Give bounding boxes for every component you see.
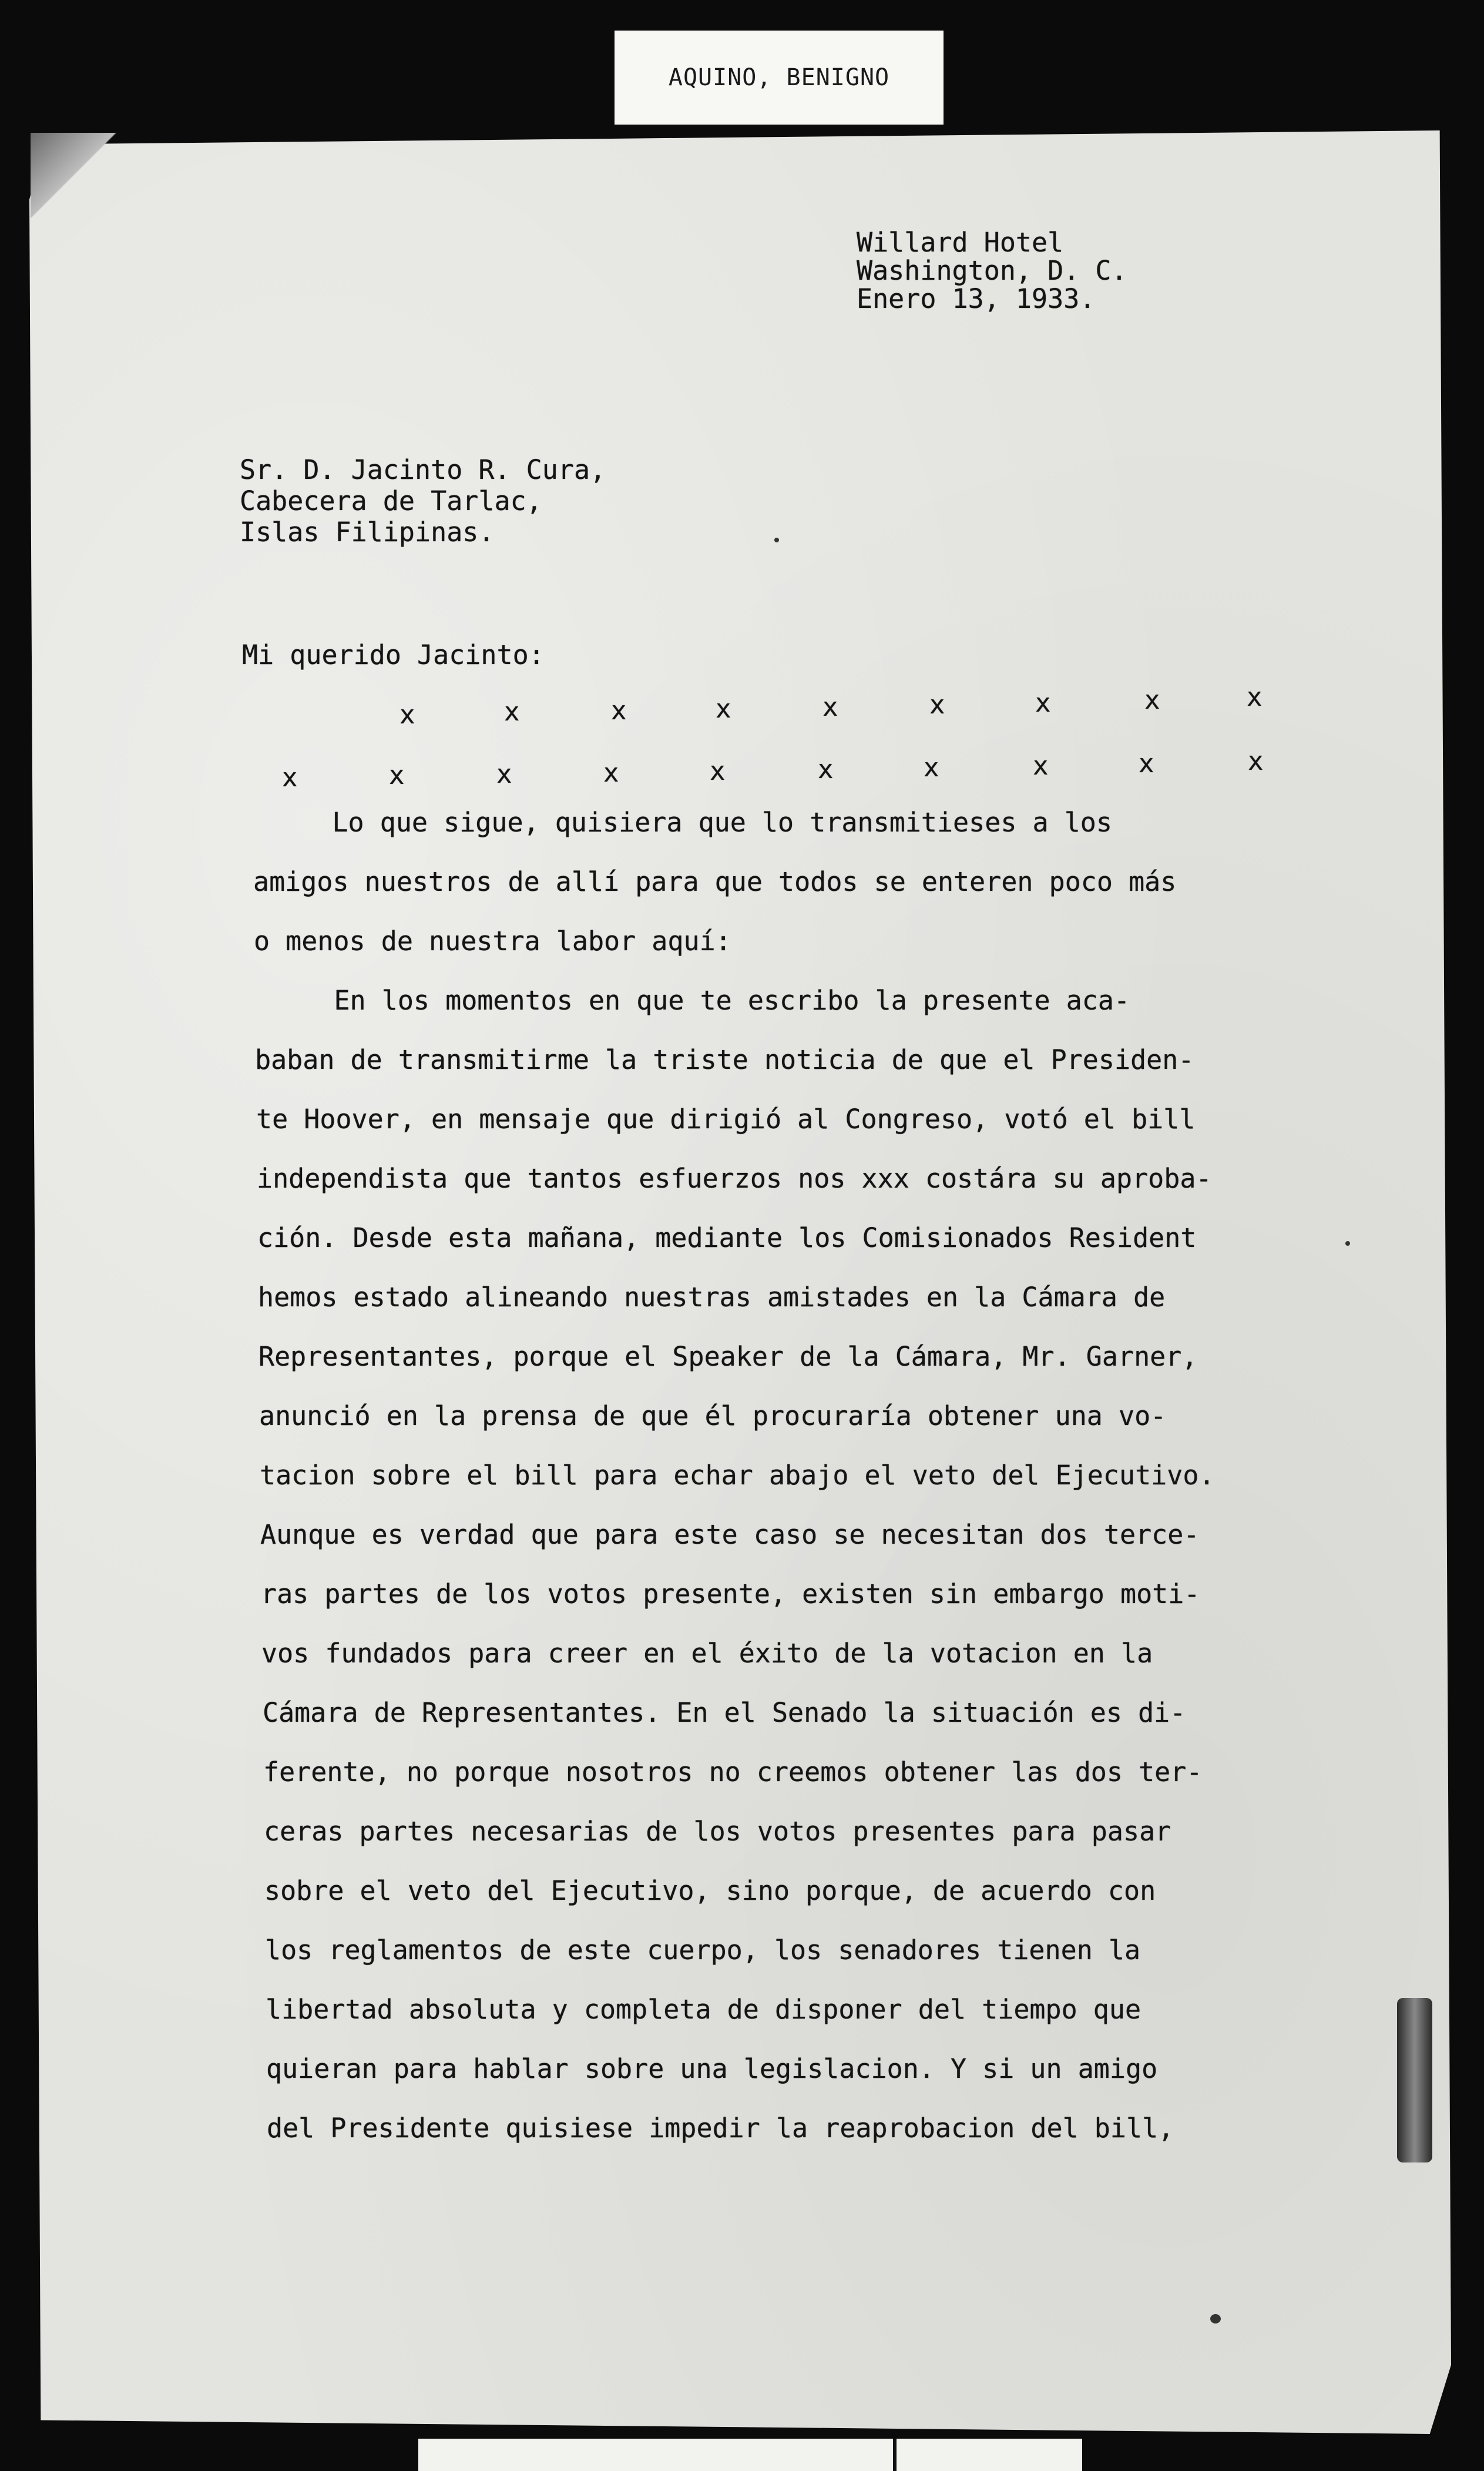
sender-address-line: Washington, D. C. — [857, 255, 1127, 286]
body-line: del Presidente quisiese impedir la reaprobacion del bill, — [267, 2113, 1174, 2144]
body-line: independista que tantos esfuerzos nos xxx costára su aproba- — [257, 1163, 1212, 1194]
body-line: ferente, no porque nosotros no creemos obtener las dos ter- — [263, 1756, 1203, 1788]
body-line: baban de transmitirme la triste noticia de que el Presiden- — [255, 1044, 1194, 1075]
separator-x-mark: x — [716, 694, 731, 724]
separator-x-mark: x — [504, 697, 520, 727]
body-line: En los momentos en que te escribo la presente aca- — [254, 985, 1130, 1016]
recipient-line: Cabecera de Tarlac, — [240, 485, 542, 517]
body-line: ras partes de los votos presente, existen sin embargo moti- — [261, 1578, 1200, 1610]
recipient-line: Sr. D. Jacinto R. Cura, — [240, 454, 606, 485]
separator-x-mark: x — [1033, 751, 1049, 781]
body-line: anunció en la prensa de que él procuraría obtener una vo- — [259, 1400, 1167, 1431]
separator-x-mark: x — [929, 690, 945, 720]
body-line: Representantes, porque el Speaker de la Cámara, Mr. Garner, — [258, 1341, 1198, 1372]
separator-x-mark: x — [399, 700, 415, 730]
bottom-label-divider — [893, 2439, 897, 2471]
body-line: sobre el veto del Ejecutivo, sino porque, de acuerdo con — [264, 1875, 1156, 1906]
recipient-line: Islas Filipinas. — [240, 517, 495, 548]
body-line: ción. Desde esta mañana, mediante los Comisionados Resident — [257, 1222, 1197, 1253]
sender-address-line: Willard Hotel — [857, 227, 1064, 258]
separator-x-mark: x — [1247, 682, 1263, 712]
separator-x-mark: x — [818, 755, 834, 784]
body-line: ceras partes necesarias de los votos presentes para pasar — [264, 1816, 1171, 1847]
body-line: libertad absoluta y completa de disponer del tiempo que — [266, 1994, 1141, 2025]
separator-x-mark: x — [1248, 746, 1264, 776]
body-line: te Hoover, en mensaje que dirigió al Congreso, votó el bill — [256, 1104, 1196, 1135]
body-line: amigos nuestros de allí para que todos se enteren poco más — [253, 866, 1177, 897]
dust-speck — [774, 538, 779, 542]
separator-x-mark: x — [1035, 688, 1051, 718]
body-line: Lo que sigue, quisiera que lo transmitieses a los — [253, 807, 1112, 838]
body-line: o menos de nuestra labor aquí: — [254, 926, 731, 957]
salutation: Mi querido Jacinto: — [242, 639, 545, 670]
body-line: quieran para hablar sobre una legislacion. Y si un amigo — [266, 2053, 1158, 2084]
dust-speck — [1345, 1241, 1350, 1246]
separator-x-mark: x — [1144, 685, 1160, 715]
file-label: AQUINO, BENIGNO — [615, 31, 944, 125]
separator-x-mark: x — [1139, 749, 1154, 779]
folded-corner — [31, 133, 130, 221]
body-line: hemos estado alineando nuestras amistades en la Cámara de — [258, 1282, 1166, 1313]
separator-x-mark: x — [603, 758, 619, 788]
separator-x-mark: x — [611, 696, 627, 726]
separator-x-mark: x — [389, 760, 405, 790]
body-line: Aunque es verdad que para este caso se necesitan dos terce- — [260, 1519, 1200, 1550]
letter-date: Enero 13, 1933. — [857, 283, 1096, 314]
separator-x-mark: x — [710, 756, 726, 786]
body-line: vos fundados para creer en el éxito de la votacion en la — [261, 1638, 1153, 1669]
separator-x-mark: x — [822, 692, 838, 722]
separator-x-mark: x — [496, 759, 512, 789]
body-line: los reglamentos de este cuerpo, los senadores tienen la — [265, 1934, 1141, 1966]
bottom-label-strip — [418, 2439, 1082, 2471]
body-line: tacion sobre el bill para echar abajo el veto del Ejecutivo. — [260, 1460, 1215, 1491]
dust-speck — [1210, 2314, 1221, 2324]
separator-x-mark: x — [282, 763, 298, 793]
binder-tab — [1397, 1998, 1432, 2162]
body-line: Cámara de Representantes. En el Senado la situación es di- — [263, 1697, 1186, 1728]
separator-x-mark: x — [924, 753, 939, 783]
